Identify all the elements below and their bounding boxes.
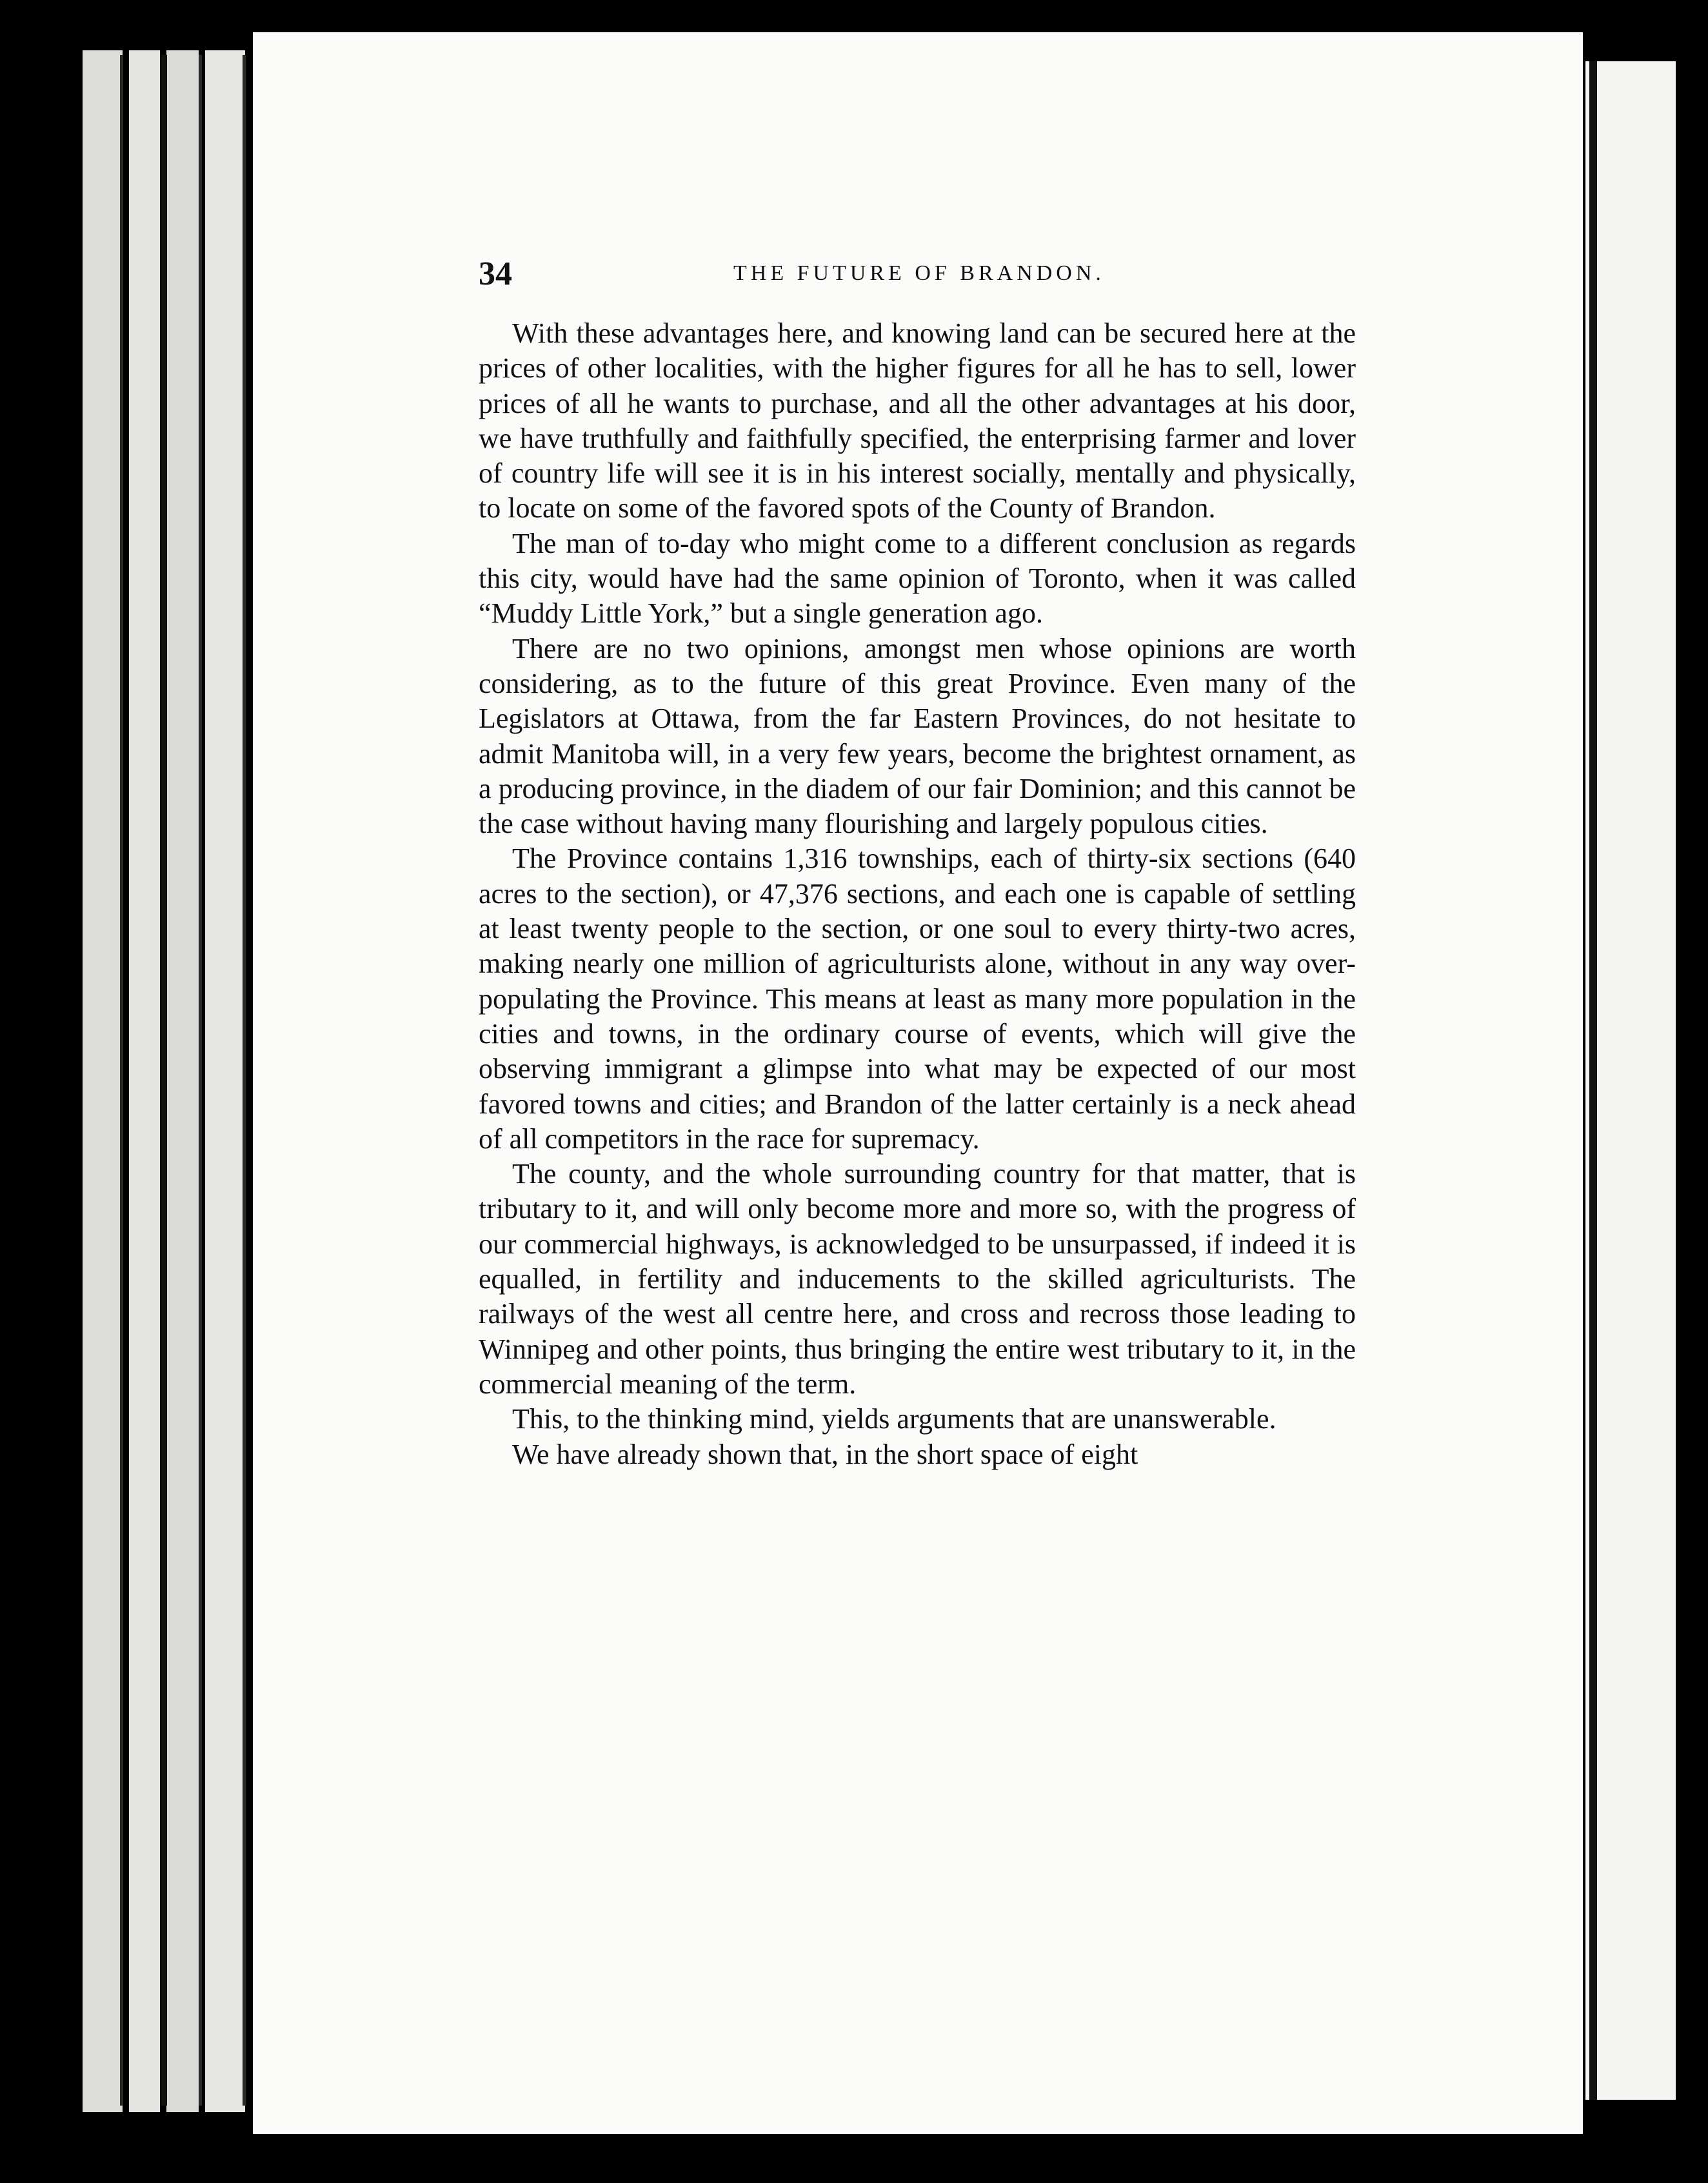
- page-edge-line: [243, 55, 246, 2106]
- running-head: THE FUTURE OF BRANDON.: [733, 261, 1105, 285]
- paragraph: The Province contains 1,316 townships, each of thirty-six sections (640 acres to the section), or 47,376 sections, and each one is capable of settling at least twenty people to the section, or one soul to every thirty-two acres, making nearly one million of agriculturists alone, without in any way over-populating the Province. This means at least as many more population in the cities and towns, in the ordinary course of events, which will give the observing immigrant a glimpse into what may be expected of our most favored towns and cities; and Brandon of the latter certainly is a neck ahead of all competitors in the race for supremacy.: [479, 842, 1356, 1155]
- page-number: 34: [479, 255, 512, 292]
- page-edge: [129, 50, 160, 2112]
- paragraph: We have already shown that, in the short space of eight: [512, 1438, 1138, 1470]
- paragraph: There are no two opinions, amongst men whose opinions are worth considering, as to the future of this great Province. Even many of the Legislators at Ottawa, from the far Eastern Provinces, do not hesitate to admit Manitoba will, in a very few years, become the brightest ornament, as a producing province, in the diadem of our fair Dominion; and this cannot be the case without having many flourishing and largely populous cities.: [479, 632, 1356, 840]
- page-edge: [83, 50, 123, 2112]
- book-page: [253, 32, 1583, 2134]
- page-edge-line: [199, 55, 202, 2106]
- page-edge: [166, 50, 199, 2112]
- paragraph: With these advantages here, and knowing land can be secured here at the prices of other localities, with the higher figures for all he has to sell, lower prices of all he wants to purchase, and all the other advantages at his door, we have truthfully and faithfully specified, the enterprising farmer and lover of country life will see it is in his interest socially, mentally and physically, to locate on some of the favored spots of the County of Brandon.: [479, 317, 1356, 524]
- page-body: [479, 316, 1356, 1472]
- paragraph: This, to the thinking mind, yields arguments that are unanswerable.: [512, 1403, 1276, 1435]
- paragraph: The county, and the whole surrounding country for that matter, that is tributary to it, and will only become more and more so, with the progress of our commercial highways, is acknowledged to be unsurpassed, if indeed it is equalled, in fertility and inducements to the skilled agriculturists. The railways of the west all centre here, and cross and recross those leading to Winnipeg and other points, thus bringing the entire west tributary to it, in the commercial meaning of the term.: [479, 1158, 1356, 1400]
- paragraph: The man of to-day who might come to a different conclusion as regards this city, would have had the same opinion of Toronto, when it was called “Muddy Little York,” but a single generation ago.: [479, 527, 1356, 630]
- adjacent-page-strip: [1585, 61, 1676, 2100]
- page-edge-line: [120, 55, 123, 2106]
- page-edge-line: [161, 55, 167, 2106]
- page-header: [479, 255, 1369, 306]
- binding-shadow: [1589, 61, 1597, 2100]
- page-edge: [205, 50, 245, 2112]
